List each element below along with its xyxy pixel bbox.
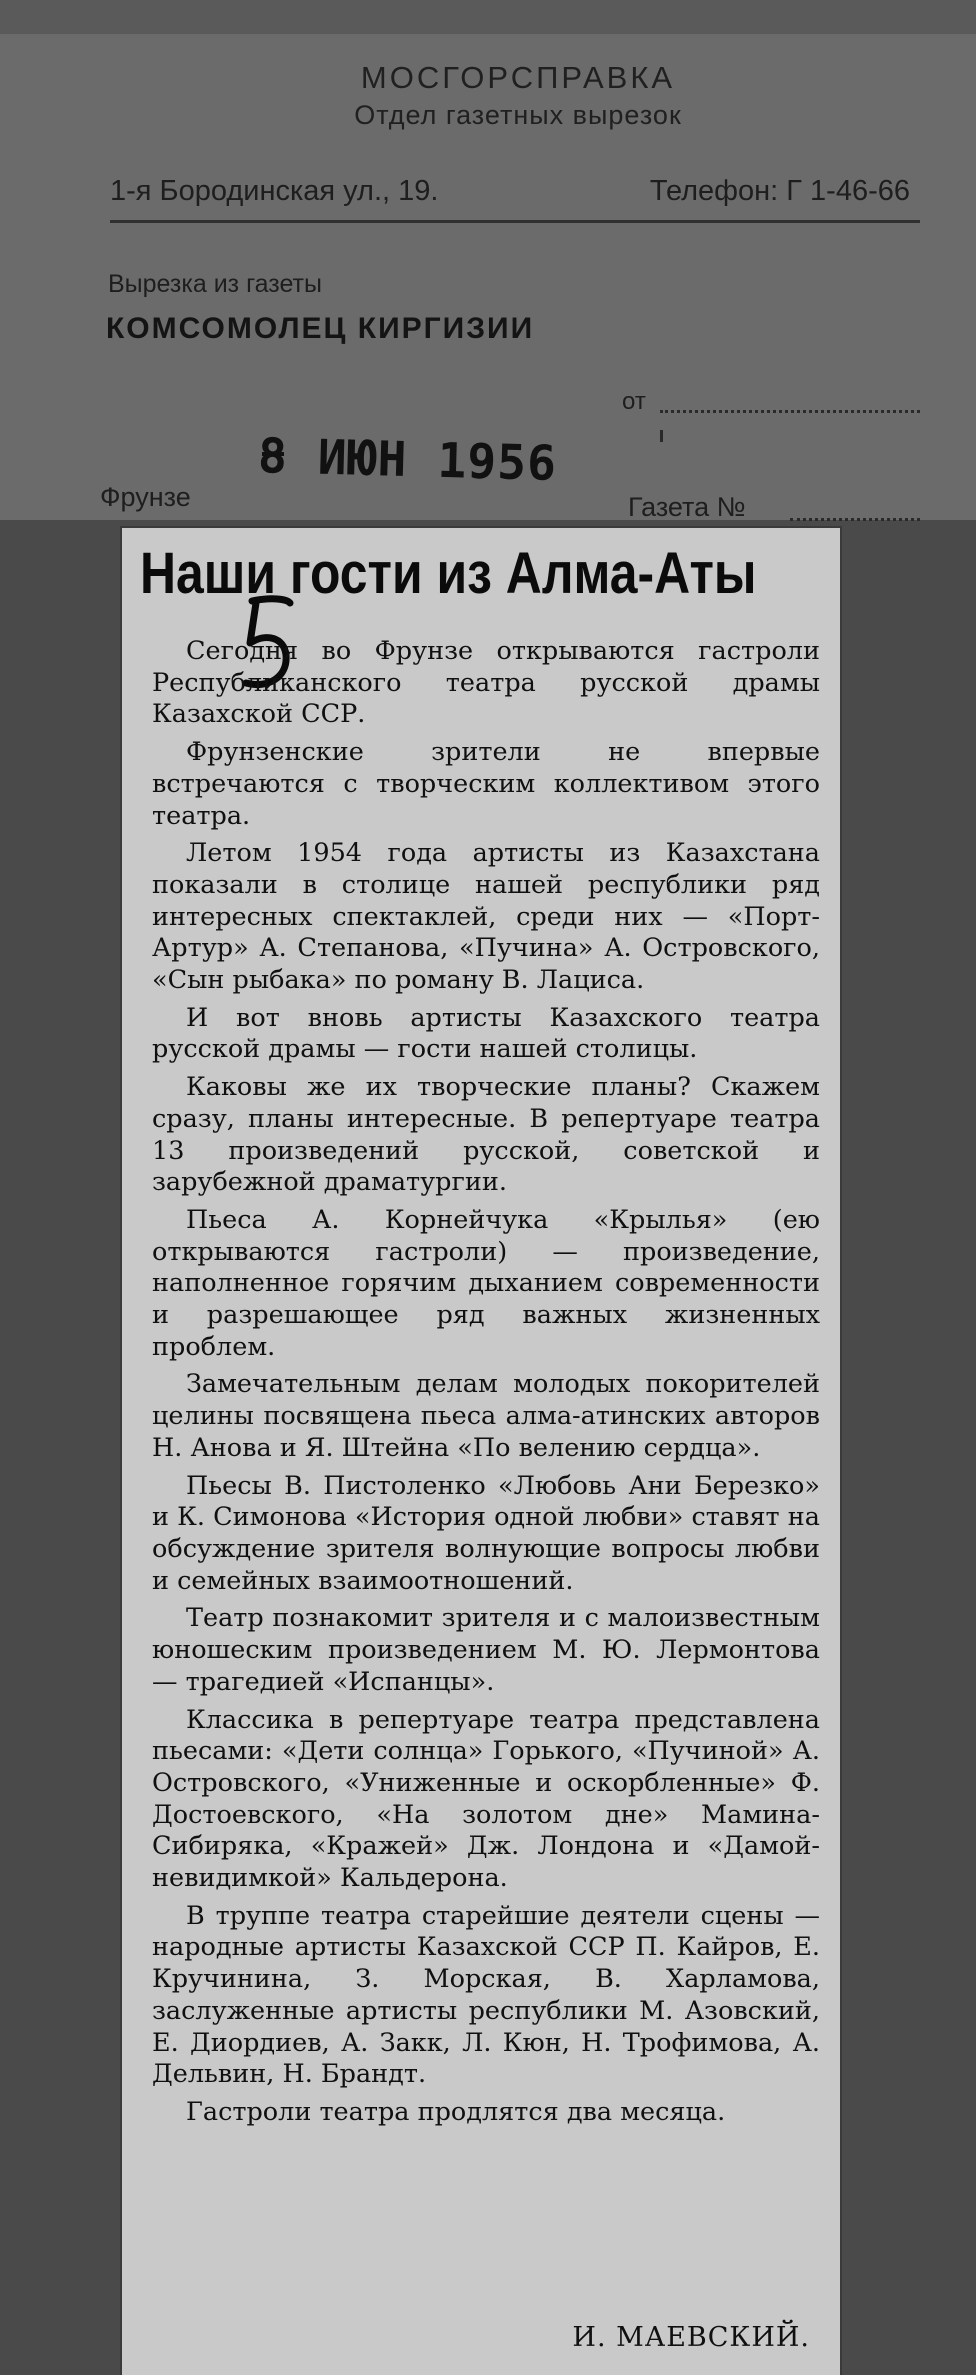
city-label: Фрунзе: [100, 482, 191, 512]
article-paragraph: Каковы же их творческие планы? Скажем сразу, планы интересные. В репертуаре театра 13 произведений русской, советской и зарубежной драматургии.: [152, 1072, 820, 1198]
agency-phone: Телефон: Г 1-46-66: [649, 175, 910, 207]
article-paragraph: Пьеса А. Корнейчука «Крылья» (ею открываются гастроли) — произведение, наполненное горячим дыханием современности и разрешающее ряд важных жизненных проблем.: [152, 1204, 820, 1362]
article-paragraph: Пьесы В. Пистоленко «Любовь Ани Березко» и К. Симонова «История одной любви» ставят на обсуждение зрителя волнующие вопросы любви и семейных взаимоотношений.: [152, 1470, 820, 1596]
gazeta-dotted-line: [790, 518, 920, 521]
agency-stamp: [0, 60, 976, 207]
article-body: [152, 636, 820, 2135]
header-divider: [110, 220, 920, 223]
department-name: Отдел газетных вырезок: [354, 100, 682, 130]
address-row: [110, 175, 910, 208]
article-paragraph: Классика в репертуаре театра представлена пьесами: «Дети солнца» Горького, «Пучиной» А. Островского, «Униженные и оскорбленные» Ф. Достоевского, «На золотом дне» Мамина-Сибиряка, «Кражей» Дж. Лондона и «Дамой-невидимкой» Кальдерона.: [152, 1704, 820, 1894]
article-paragraph: Гастроли театра продлятся два месяца.: [186, 2096, 726, 2127]
mounting-card: [0, 0, 976, 520]
article-headline: Наши гости из Алма-Аты: [140, 541, 757, 606]
tick-mark: [660, 430, 663, 442]
newspaper-clipping: [122, 528, 840, 2375]
article-paragraph: Театр познакомит зрителя и с малоизвестным юношеским произведением М. Ю. Лермонтова — трагедией «Испанцы».: [152, 1603, 820, 1697]
gazeta-number-label: Газета №: [628, 492, 746, 522]
article-paragraph: В труппе театра старейшие деятели сцены — народные артисты Казахской ССР П. Кайров, Е. Кручинина, З. Морская, В. Харламова, заслуженные артисты республики М. Азовский, Е. Диордиев, А. Закк, Л. Кюн, Н. Трофимова, А. Дельвин, Н. Брандт.: [152, 1900, 820, 2090]
article-signature: И. МАЕВСКИЙ.: [572, 2322, 810, 2353]
article-paragraph: Замечательным делам молодых покорителей целины посвящена пьеса алма-атинских авторов Н. Анова и Я. Штейна «По велению сердца».: [152, 1369, 820, 1463]
card-top-strip: [0, 0, 976, 34]
from-dotted-line: [660, 410, 920, 413]
agency-address: 1-я Бородинская ул., 19.: [110, 175, 439, 207]
article-paragraph: Фрунзенские зрители не впервые встречаются с творческим коллективом этого театра.: [152, 737, 820, 831]
agency-name: МОСГОРСПРАВКА: [360, 60, 676, 95]
article-paragraph: Летом 1954 года артисты из Казахстана показали в столице нашей республики ряд интересных спектаклей, среди них — «Порт-Артур» А. Степанова, «Пучина» А. Островского, «Сын рыбака» по роману В. Лациса.: [152, 838, 820, 996]
article-paragraph: Сегодня во Фрунзе открываются гастроли Республиканского театра русской драмы Казахской ССР.: [152, 636, 820, 730]
date-stamp: 8 ИЮН 1956: [257, 428, 558, 492]
from-label: от: [622, 388, 646, 415]
article-paragraph: И вот вновь артисты Казахского театра русской драмы — гости нашей столицы.: [152, 1002, 820, 1065]
newspaper-name: КОМСОМОЛЕЦ КИРГИЗИИ: [106, 312, 535, 345]
source-label: Вырезка из газеты: [108, 270, 322, 298]
